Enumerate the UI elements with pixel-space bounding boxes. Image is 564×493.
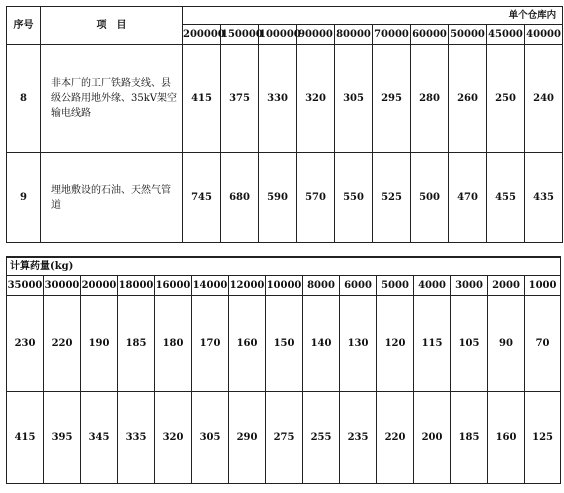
distance-cell: 150	[266, 295, 303, 391]
quantity-header: 70000	[373, 25, 411, 45]
distance-cell: 160	[488, 391, 525, 483]
quantity-header: 6000	[340, 275, 377, 295]
distance-cell: 330	[259, 45, 297, 153]
quantity-header: 2000	[488, 275, 525, 295]
distance-cell: 170	[192, 295, 229, 391]
quantity-header: 45000	[487, 25, 525, 45]
distance-cell: 295	[373, 45, 411, 153]
distance-cell: 305	[192, 391, 229, 483]
quantity-header: 1000	[525, 275, 561, 295]
distance-cell: 455	[487, 153, 525, 243]
distance-cell: 120	[377, 295, 414, 391]
distance-cell: 200	[414, 391, 451, 483]
row-index: 9	[7, 153, 41, 243]
distance-cell: 130	[340, 295, 377, 391]
table-row	[7, 391, 561, 483]
quantity-header: 4000	[414, 275, 451, 295]
quantity-header: 200000	[183, 25, 221, 45]
distance-cell: 70	[525, 295, 561, 391]
quantity-header: 5000	[377, 275, 414, 295]
distance-cell: 570	[297, 153, 335, 243]
distance-cell: 415	[183, 45, 221, 153]
distance-cell: 260	[449, 45, 487, 153]
distance-cell: 320	[297, 45, 335, 153]
row-item: 埋地敷设的石油、天然气管道	[41, 153, 183, 243]
distance-cell: 590	[259, 153, 297, 243]
distance-cell: 220	[44, 295, 81, 391]
distance-cell: 280	[411, 45, 449, 153]
distance-cell: 125	[525, 391, 561, 483]
distance-cell: 105	[451, 295, 488, 391]
distance-cell: 345	[81, 391, 118, 483]
quantity-header: 18000	[118, 275, 155, 295]
quantity-header: 3000	[451, 275, 488, 295]
distance-cell: 115	[414, 295, 451, 391]
distance-cell: 255	[303, 391, 340, 483]
quantity-header: 150000	[221, 25, 259, 45]
distance-table-part-2	[6, 256, 561, 484]
distance-cell: 185	[118, 295, 155, 391]
table-row	[7, 153, 563, 243]
distance-cell: 90	[488, 295, 525, 391]
distance-cell: 140	[303, 295, 340, 391]
quantity-header: 40000	[525, 25, 563, 45]
distance-cell: 185	[451, 391, 488, 483]
distance-cell: 435	[525, 153, 563, 243]
distance-cell: 250	[487, 45, 525, 153]
quantity-header: 10000	[266, 275, 303, 295]
calc-quantity-title: 计算药量(kg)	[7, 257, 561, 275]
quantity-header: 100000	[259, 25, 297, 45]
table-row	[7, 45, 563, 153]
distance-cell: 415	[7, 391, 44, 483]
distance-cell: 220	[377, 391, 414, 483]
quantity-header: 60000	[411, 25, 449, 45]
table-row	[7, 295, 561, 391]
quantity-header: 8000	[303, 275, 340, 295]
distance-cell: 375	[221, 45, 259, 153]
row-item: 非本厂的工厂铁路支线、县级公路用地外缘、35kV架空输电线路	[41, 45, 183, 153]
quantity-header: 14000	[192, 275, 229, 295]
distance-cell: 320	[155, 391, 192, 483]
distance-cell: 290	[229, 391, 266, 483]
distance-cell: 680	[221, 153, 259, 243]
distance-cell: 500	[411, 153, 449, 243]
distance-cell: 160	[229, 295, 266, 391]
distance-cell: 335	[118, 391, 155, 483]
distance-cell: 275	[266, 391, 303, 483]
row-index: 8	[7, 45, 41, 153]
header-item: 项 目	[41, 7, 183, 45]
quantity-header: 50000	[449, 25, 487, 45]
quantity-header: 16000	[155, 275, 192, 295]
quantity-header: 12000	[229, 275, 266, 295]
quantity-header: 30000	[44, 275, 81, 295]
distance-cell: 180	[155, 295, 192, 391]
quantity-header: 35000	[7, 275, 44, 295]
header-unit-group: 单个仓库内	[183, 7, 563, 25]
distance-cell: 745	[183, 153, 221, 243]
quantity-header: 80000	[335, 25, 373, 45]
quantity-header: 20000	[81, 275, 118, 295]
distance-cell: 550	[335, 153, 373, 243]
distance-cell: 395	[44, 391, 81, 483]
distance-cell: 525	[373, 153, 411, 243]
header-index: 序号	[7, 7, 41, 45]
distance-cell: 470	[449, 153, 487, 243]
distance-cell: 190	[81, 295, 118, 391]
distance-cell: 305	[335, 45, 373, 153]
distance-cell: 230	[7, 295, 44, 391]
distance-cell: 235	[340, 391, 377, 483]
distance-cell: 240	[525, 45, 563, 153]
quantity-header: 90000	[297, 25, 335, 45]
distance-table-part-1	[6, 6, 563, 243]
